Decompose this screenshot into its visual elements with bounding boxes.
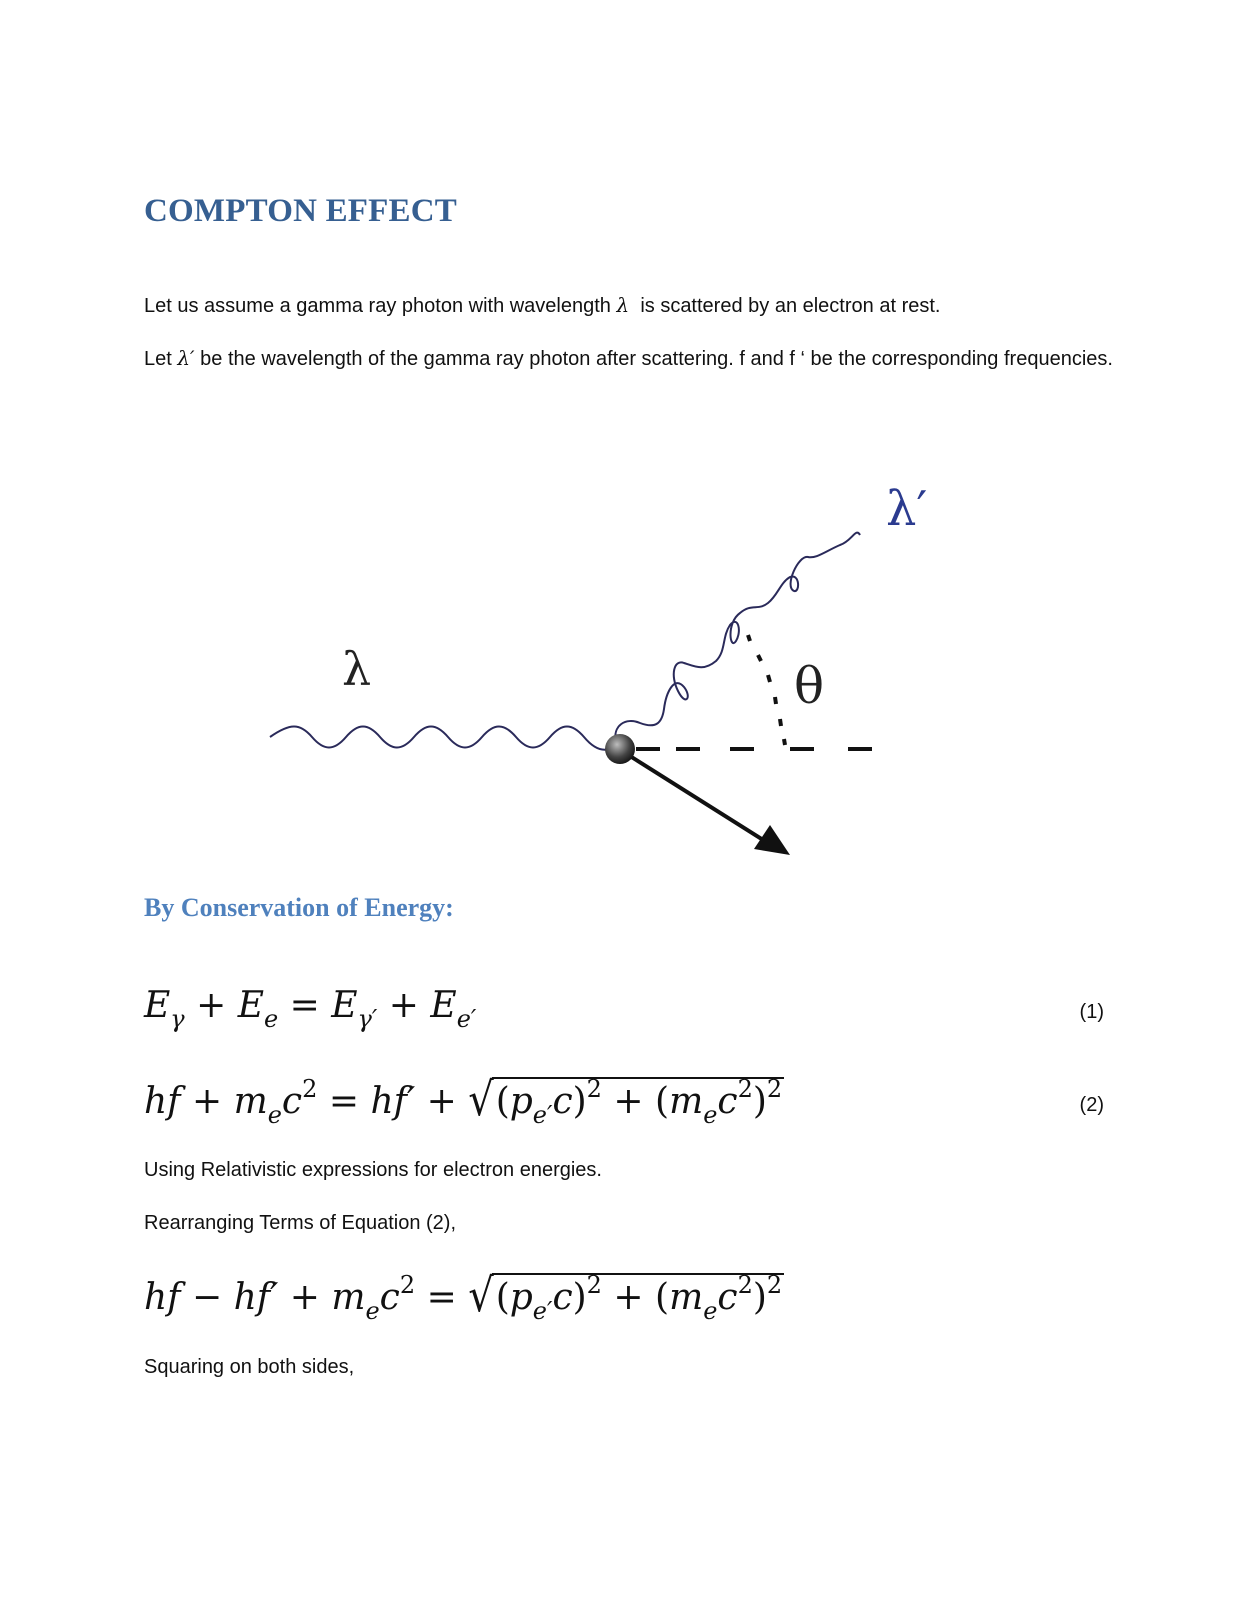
equation-2: hf + $m_ec^2 = hf' + √(p_{e'}c)^2 + (m_ec^2)^2$: [144, 1073, 783, 1129]
equation-3: hf − $hf' + m_ec^2 = √(p_{e'}c)^2 + (m_ec^2)^2$: [144, 1269, 783, 1325]
compton-diagram: [260, 455, 960, 865]
arrow-head-icon: [754, 825, 790, 855]
electron-recoil-arrow: [622, 751, 768, 843]
incident-photon-wave: [270, 727, 614, 750]
page-title: COMPTON EFFECT: [144, 193, 457, 229]
intro2-text-a: Let: [144, 348, 172, 370]
rearranging-note: Rearranging Terms of Equation (2),: [144, 1212, 457, 1234]
equation-1: $E_\gamma + E_e = E_{\gamma'} + E_{e'}$: [144, 985, 477, 1033]
equation-2-number: (2): [1079, 1094, 1104, 1116]
intro-text-a: Let us assume a gamma ray photon with wavelength: [144, 295, 611, 317]
squaring-note: Squaring on both sides,: [144, 1356, 355, 1378]
angle-theta-label: θ: [794, 657, 825, 715]
intro2-text-b: be the wavelength of the gamma ray photon after scattering. f and f ‘ be the corresponding frequencies.: [200, 348, 1113, 370]
relativistic-note: Using Relativistic expressions for electron energies.: [144, 1159, 602, 1181]
section-heading: By Conservation of Energy:: [144, 893, 454, 922]
lambda-symbol: λ: [616, 293, 630, 317]
square-root: $√(p_{e'}c)^2 + (m_ec^2)^2$: [468, 1073, 783, 1129]
angle-marker-dotted: [748, 635, 785, 745]
scattered-wavelength-label: λ′: [886, 481, 928, 537]
lambda-prime-symbol: λ′: [177, 346, 195, 370]
incident-wavelength-label: λ: [342, 642, 372, 696]
intro-text-b: is scattered by an electron at rest.: [640, 295, 941, 317]
intro-paragraph-1: [144, 289, 940, 323]
equation-1-number: (1): [1079, 1001, 1104, 1023]
square-root-2: $√(p_{e'}c)^2 + (m_ec^2)^2$: [468, 1269, 783, 1325]
electron: [605, 734, 635, 764]
intro-paragraph-2: [144, 342, 1116, 376]
